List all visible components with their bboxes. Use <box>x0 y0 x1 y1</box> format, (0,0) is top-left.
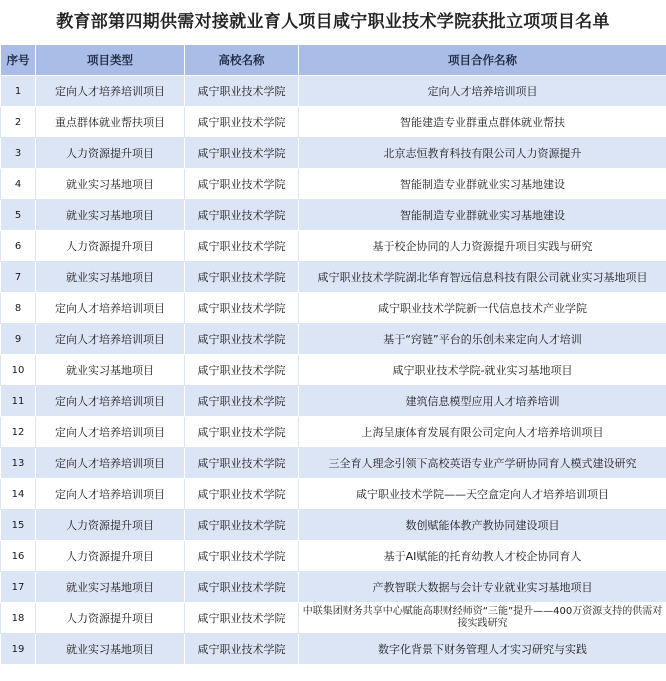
cell-index: 11 <box>1 386 36 417</box>
cell-partner: 咸宁职业技术学院——天空盒定向人才培养培训项目 <box>299 479 666 510</box>
cell-type: 人力资源提升项目 <box>36 138 185 169</box>
cell-index: 14 <box>1 479 36 510</box>
table-row <box>1 169 666 200</box>
cell-partner: 基于校企协同的人力资源提升项目实践与研究 <box>299 231 666 262</box>
table-row <box>1 541 666 572</box>
cell-index: 10 <box>1 355 36 386</box>
cell-type: 人力资源提升项目 <box>36 603 185 634</box>
cell-school: 咸宁职业技术学院 <box>185 510 299 541</box>
header-school: 高校名称 <box>185 45 299 76</box>
cell-partner: 智能建造专业群重点群体就业帮扶 <box>299 107 666 138</box>
table-row <box>1 386 666 417</box>
cell-school: 咸宁职业技术学院 <box>185 138 299 169</box>
cell-partner: 北京志恒教育科技有限公司人力资源提升 <box>299 138 666 169</box>
cell-type: 定向人才培养培训项目 <box>36 386 185 417</box>
table-row <box>1 107 666 138</box>
cell-partner: 基于AI赋能的托育幼教人才校企协同育人 <box>299 541 666 572</box>
cell-partner: 中联集团财务共享中心赋能高职财经师资“三能”提升——400万资源支持的供需对接实践研究 <box>299 603 666 634</box>
cell-school: 咸宁职业技术学院 <box>185 324 299 355</box>
cell-type: 定向人才培养培训项目 <box>36 324 185 355</box>
cell-school: 咸宁职业技术学院 <box>185 603 299 634</box>
cell-index: 2 <box>1 107 36 138</box>
header-index: 序号 <box>1 45 36 76</box>
table-row <box>1 231 666 262</box>
table-header <box>1 45 666 76</box>
cell-type: 就业实习基地项目 <box>36 169 185 200</box>
cell-partner: 智能制造专业群就业实习基地建设 <box>299 200 666 231</box>
cell-partner: 上海呈康体育发展有限公司定向人才培养培训项目 <box>299 417 666 448</box>
table-row <box>1 417 666 448</box>
table-row <box>1 603 666 634</box>
cell-index: 5 <box>1 200 36 231</box>
cell-partner: 数创赋能体教产教协同建设项目 <box>299 510 666 541</box>
header-row <box>1 45 666 76</box>
cell-index: 7 <box>1 262 36 293</box>
cell-type: 定向人才培养培训项目 <box>36 479 185 510</box>
cell-index: 13 <box>1 448 36 479</box>
cell-school: 咸宁职业技术学院 <box>185 76 299 107</box>
project-table <box>0 44 666 665</box>
cell-type: 重点群体就业帮扶项目 <box>36 107 185 138</box>
cell-partner: 三全育人理念引领下高校英语专业产学研协同育人模式建设研究 <box>299 448 666 479</box>
cell-index: 17 <box>1 572 36 603</box>
table-row <box>1 479 666 510</box>
cell-type: 人力资源提升项目 <box>36 231 185 262</box>
table-row <box>1 262 666 293</box>
cell-school: 咸宁职业技术学院 <box>185 448 299 479</box>
cell-partner: 咸宁职业技术学院新一代信息技术产业学院 <box>299 293 666 324</box>
page-title: 教育部第四期供需对接就业育人项目咸宁职业技术学院获批立项项目名单 <box>56 12 610 32</box>
cell-partner: 咸宁职业技术学院湖北华育智远信息科技有限公司就业实习基地项目 <box>299 262 666 293</box>
cell-partner: 咸宁职业技术学院-就业实习基地项目 <box>299 355 666 386</box>
cell-school: 咸宁职业技术学院 <box>185 479 299 510</box>
header-type: 项目类型 <box>36 45 185 76</box>
cell-school: 咸宁职业技术学院 <box>185 231 299 262</box>
cell-partner: 基于“窍链”平台的乐创未来定向人才培训 <box>299 324 666 355</box>
cell-school: 咸宁职业技术学院 <box>185 262 299 293</box>
cell-index: 3 <box>1 138 36 169</box>
cell-index: 16 <box>1 541 36 572</box>
cell-partner: 定向人才培养培训项目 <box>299 76 666 107</box>
cell-index: 15 <box>1 510 36 541</box>
cell-index: 6 <box>1 231 36 262</box>
cell-school: 咸宁职业技术学院 <box>185 169 299 200</box>
table-row <box>1 448 666 479</box>
cell-type: 就业实习基地项目 <box>36 355 185 386</box>
cell-index: 12 <box>1 417 36 448</box>
cell-index: 4 <box>1 169 36 200</box>
table-row <box>1 138 666 169</box>
cell-school: 咸宁职业技术学院 <box>185 634 299 665</box>
cell-type: 定向人才培养培训项目 <box>36 448 185 479</box>
cell-type: 人力资源提升项目 <box>36 541 185 572</box>
table-row <box>1 76 666 107</box>
cell-index: 9 <box>1 324 36 355</box>
table-row <box>1 510 666 541</box>
cell-type: 定向人才培养培训项目 <box>36 76 185 107</box>
cell-type: 就业实习基地项目 <box>36 634 185 665</box>
cell-type: 人力资源提升项目 <box>36 510 185 541</box>
cell-partner: 产教智联大数据与会计专业就业实习基地项目 <box>299 572 666 603</box>
cell-school: 咸宁职业技术学院 <box>185 293 299 324</box>
cell-school: 咸宁职业技术学院 <box>185 200 299 231</box>
cell-index: 18 <box>1 603 36 634</box>
table-body <box>1 76 666 665</box>
cell-school: 咸宁职业技术学院 <box>185 541 299 572</box>
table-row <box>1 355 666 386</box>
cell-school: 咸宁职业技术学院 <box>185 107 299 138</box>
cell-school: 咸宁职业技术学院 <box>185 572 299 603</box>
cell-index: 8 <box>1 293 36 324</box>
cell-partner: 数字化背景下财务管理人才实习研究与实践 <box>299 634 666 665</box>
cell-index: 19 <box>1 634 36 665</box>
table-row <box>1 293 666 324</box>
cell-partner: 建筑信息模型应用人才培养培训 <box>299 386 666 417</box>
cell-type: 就业实习基地项目 <box>36 200 185 231</box>
table-row <box>1 572 666 603</box>
header-partner: 项目合作名称 <box>299 45 666 76</box>
cell-type: 定向人才培养培训项目 <box>36 293 185 324</box>
table-row <box>1 200 666 231</box>
cell-index: 1 <box>1 76 36 107</box>
cell-school: 咸宁职业技术学院 <box>185 417 299 448</box>
cell-type: 定向人才培养培训项目 <box>36 417 185 448</box>
cell-school: 咸宁职业技术学院 <box>185 355 299 386</box>
table-row <box>1 634 666 665</box>
cell-school: 咸宁职业技术学院 <box>185 386 299 417</box>
cell-partner: 智能制造专业群就业实习基地建设 <box>299 169 666 200</box>
cell-type: 就业实习基地项目 <box>36 572 185 603</box>
cell-type: 就业实习基地项目 <box>36 262 185 293</box>
table-row <box>1 324 666 355</box>
